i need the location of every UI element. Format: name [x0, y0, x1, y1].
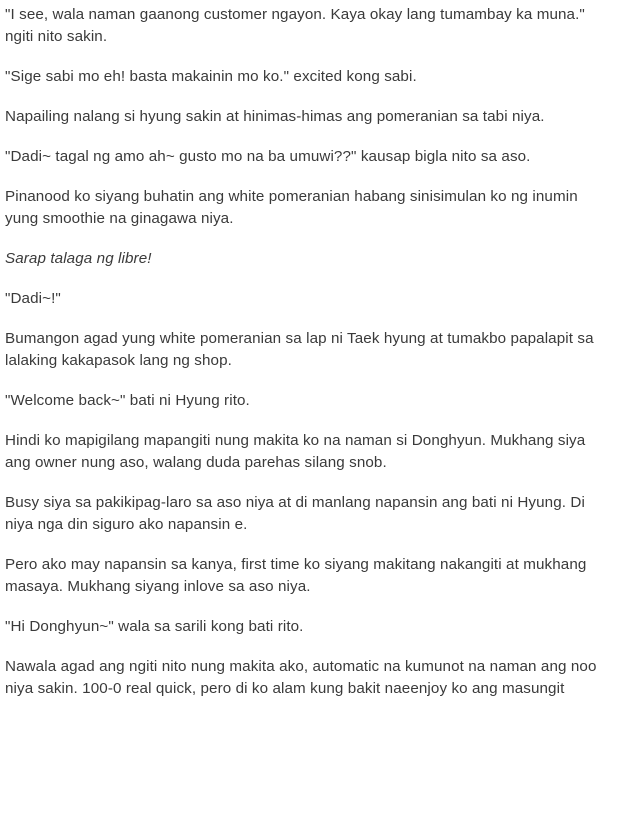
- story-line: Sarap talaga ng libre!: [5, 250, 152, 267]
- story-line: "I see, wala naman gaanong customer ngayon. Kaya okay lang tumambay ka muna.": [5, 6, 585, 23]
- story-line: Napailing nalang si hyung sakin at hinimas-himas ang pomeranian sa tabi niya.: [5, 108, 545, 125]
- story-paragraph-italic: [5, 248, 640, 270]
- story-line: ang owner nung aso, walang duda parehas silang snob.: [5, 454, 387, 471]
- story-line: "Dadi~ tagal ng amo ah~ gusto mo na ba umuwi??" kausap bigla nito sa aso.: [5, 148, 531, 165]
- story-paragraph: [5, 186, 640, 230]
- story-paragraph: [5, 66, 640, 88]
- story-line: Pinanood ko siyang buhatin ang white pomeranian habang sinisimulan ko ng inumin: [5, 188, 578, 205]
- story-paragraph: [5, 554, 640, 598]
- story-line: masaya. Mukhang siyang inlove sa aso niya.: [5, 578, 311, 595]
- story-paragraph: [5, 390, 640, 412]
- story-line: yung smoothie na ginagawa niya.: [5, 210, 234, 227]
- story-line: lalaking kakapasok lang ng shop.: [5, 352, 232, 369]
- story-line: Bumangon agad yung white pomeranian sa lap ni Taek hyung at tumakbo papalapit sa: [5, 330, 594, 347]
- story-paragraph: [5, 328, 640, 372]
- story-line: "Welcome back~" bati ni Hyung rito.: [5, 392, 250, 409]
- story-line: Pero ako may napansin sa kanya, first time ko siyang makitang nakangiti at mukhang: [5, 556, 587, 573]
- story-paragraph: [5, 430, 640, 474]
- story-line: ngiti nito sakin.: [5, 28, 108, 45]
- story-paragraph: [5, 616, 640, 638]
- story-line: Hindi ko mapigilang mapangiti nung makita ko na naman si Donghyun. Mukhang siya: [5, 432, 586, 449]
- story-paragraph: [5, 4, 640, 48]
- story-line: "Sige sabi mo eh! basta makainin mo ko." excited kong sabi.: [5, 68, 417, 85]
- story-paragraph: [5, 288, 640, 310]
- story-line: niya sakin. 100-0 real quick, pero di ko alam kung bakit naeenjoy ko ang masungit: [5, 680, 565, 697]
- story-paragraph: [5, 146, 640, 168]
- story-line: "Hi Donghyun~" wala sa sarili kong bati rito.: [5, 618, 304, 635]
- story-line: "Dadi~!": [5, 290, 61, 307]
- story-line: Nawala agad ang ngiti nito nung makita ako, automatic na kumunot na naman ang noo: [5, 658, 597, 675]
- story-paragraph: [5, 656, 640, 700]
- story-paragraph: [5, 106, 640, 128]
- story-line: Busy siya sa pakikipag-laro sa aso niya at di manlang napansin ang bati ni Hyung. Di: [5, 494, 585, 511]
- story-paragraph: [5, 492, 640, 536]
- story-line: niya nga din siguro ako napansin e.: [5, 516, 248, 533]
